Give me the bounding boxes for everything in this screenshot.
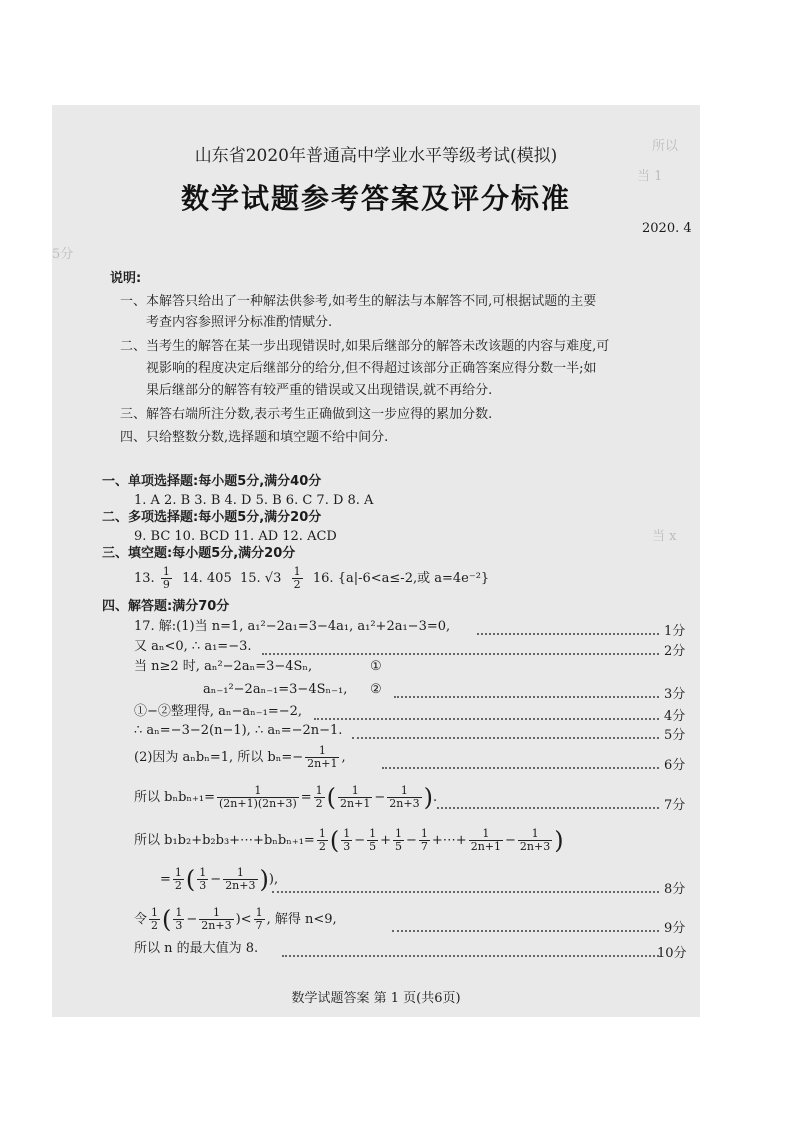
score-6: 6分: [664, 758, 686, 773]
score-10: 10分: [657, 946, 687, 961]
note-4: 四、只给整数分数,选择题和填空题不给中间分.: [120, 430, 389, 445]
leader-dots: [477, 633, 659, 635]
note-2: 二、当考生的解答在某一步出现错误时,如果后继部分的解答未改该题的内容与难度,可: [120, 339, 610, 354]
bleed-through-text: 5分: [52, 247, 74, 262]
fill-in-answers: 13. $\frac{1}{9}$ 14. 405 15. √3 $\frac{1}{2}$ 16. {a|-6<a≤-2,或 a=4e⁻²}: [134, 565, 490, 591]
answer-13-fraction: $\frac{1}{9}$: [162, 565, 170, 591]
score-4: 4分: [664, 709, 686, 724]
bleed-through-text: 当 1: [637, 169, 663, 184]
leader-dots: [437, 807, 659, 809]
document-date: 2020. 4: [642, 221, 692, 236]
equation-marker-2: ②: [370, 682, 382, 697]
section-multi-choice: 二、多项选择题:每小题5分,满分20分: [102, 510, 322, 525]
score-8: 8分: [664, 882, 686, 897]
answer-15-fraction: $\frac{1}{2}$: [293, 565, 301, 591]
leader-dots: [392, 930, 659, 932]
note-1-cont: 考查内容参照评分标准酌情赋分.: [146, 315, 333, 330]
score-1: 1分: [664, 624, 686, 639]
leader-dots: [382, 767, 659, 769]
single-choice-answers: 1. A 2. B 3. B 4. D 5. B 6. C 7. D 8. A: [134, 493, 374, 508]
equation-marker-1: ①: [370, 659, 382, 674]
page-footer: 数学试题答案 第 1 页(共6页): [291, 991, 461, 1006]
solution-line-1: 17. 解:(1)当 n=1, a₁²−2a₁=3−4a₁, a₁²+2a₁−3=0,: [134, 619, 451, 634]
exam-title: 山东省2020年普通高中学业水平等级考试(模拟): [194, 146, 558, 166]
solution-line-5: ①−②整理得, aₙ−aₙ₋₁=−2,: [134, 704, 303, 719]
leader-dots: [262, 653, 659, 655]
leader-dots: [282, 955, 659, 957]
note-2-cont: 视影响的程度决定后继部分的给分,但不得超过该部分正确答案应得分数一半;如: [146, 361, 597, 376]
note-1: 一、本解答只给出了一种解法供参考,如考生的解法与本解答不同,可根据试题的主要: [120, 294, 597, 309]
answer-sheet-page: [52, 105, 700, 1017]
solution-line-6: ∴ aₙ=−3−2(n−1), ∴ aₙ=−2n−1.: [134, 723, 343, 738]
solution-line-8: 所以 bₙbₙ₊₁= $\frac{1}{(2n+1)(2n+3)}$ = $\frac{1}{2}$ ( $\frac{1}{2n+1}$ − $\frac{1}{2n+3}$ ).: [134, 783, 438, 812]
leader-dots: [272, 891, 659, 893]
score-3: 3分: [664, 687, 686, 702]
score-9: 9分: [664, 921, 686, 936]
solution-line-2: 又 aₙ<0, ∴ a₁=−3.: [134, 639, 252, 654]
solution-line-9: 所以 b₁b₂+b₂b₃+⋯+bₙbₙ₊₁= $\frac{1}{2}$ ( $\frac{1}{3}$ − $\frac{1}{5}$ + $\frac{1}{5}$ − $\frac{1}{7}$ +⋯+ $\frac{1}{2n+1}$ − $\frac{1}{2n+3}$ ): [134, 826, 564, 855]
leader-dots: [394, 696, 659, 698]
solution-line-4: aₙ₋₁²−2aₙ₋₁=3−4Sₙ₋₁,: [203, 682, 348, 697]
document-title: 数学试题参考答案及评分标准: [180, 182, 571, 215]
solution-line-10: = $\frac{1}{2}$ ( $\frac{1}{3}$ − $\frac{1}{2n+3}$ )),: [160, 865, 279, 894]
note-2-cont2: 果后继部分的解答有较严重的错误或又出现错误,就不再给分.: [146, 383, 493, 398]
multi-choice-answers: 9. BC 10. BCD 11. AD 12. ACD: [134, 529, 337, 544]
solution-line-11: 令 $\frac{1}{2}$ ( $\frac{1}{3}$ − $\frac{1}{2n+3}$ )< $\frac{1}{7}$ , 解得 n<9,: [134, 905, 337, 934]
score-2: 2分: [664, 644, 686, 659]
section-single-choice: 一、单项选择题:每小题5分,满分40分: [102, 474, 322, 489]
notes-heading: 说明:: [110, 271, 142, 286]
note-3: 三、解答右端所注分数,表示考生正确做到这一步应得的累加分数.: [120, 407, 493, 422]
leader-dots: [352, 737, 659, 739]
solution-line-12: 所以 n 的最大值为 8.: [134, 941, 259, 956]
section-solutions: 四、解答题:满分70分: [102, 599, 230, 614]
bleed-through-text: 所以: [652, 139, 679, 154]
solution-line-7: (2)因为 aₙbₙ=1, 所以 bₙ=− $\frac{1}{2n+1}$ ,: [134, 744, 346, 770]
leader-dots: [314, 718, 659, 720]
section-fill-in: 三、填空题:每小题5分,满分20分: [102, 546, 296, 561]
bleed-through-text: 当 x: [652, 529, 677, 544]
score-5: 5分: [664, 728, 686, 743]
score-7: 7分: [664, 798, 686, 813]
solution-line-3: 当 n≥2 时, aₙ²−2aₙ=3−4Sₙ,: [134, 659, 313, 674]
